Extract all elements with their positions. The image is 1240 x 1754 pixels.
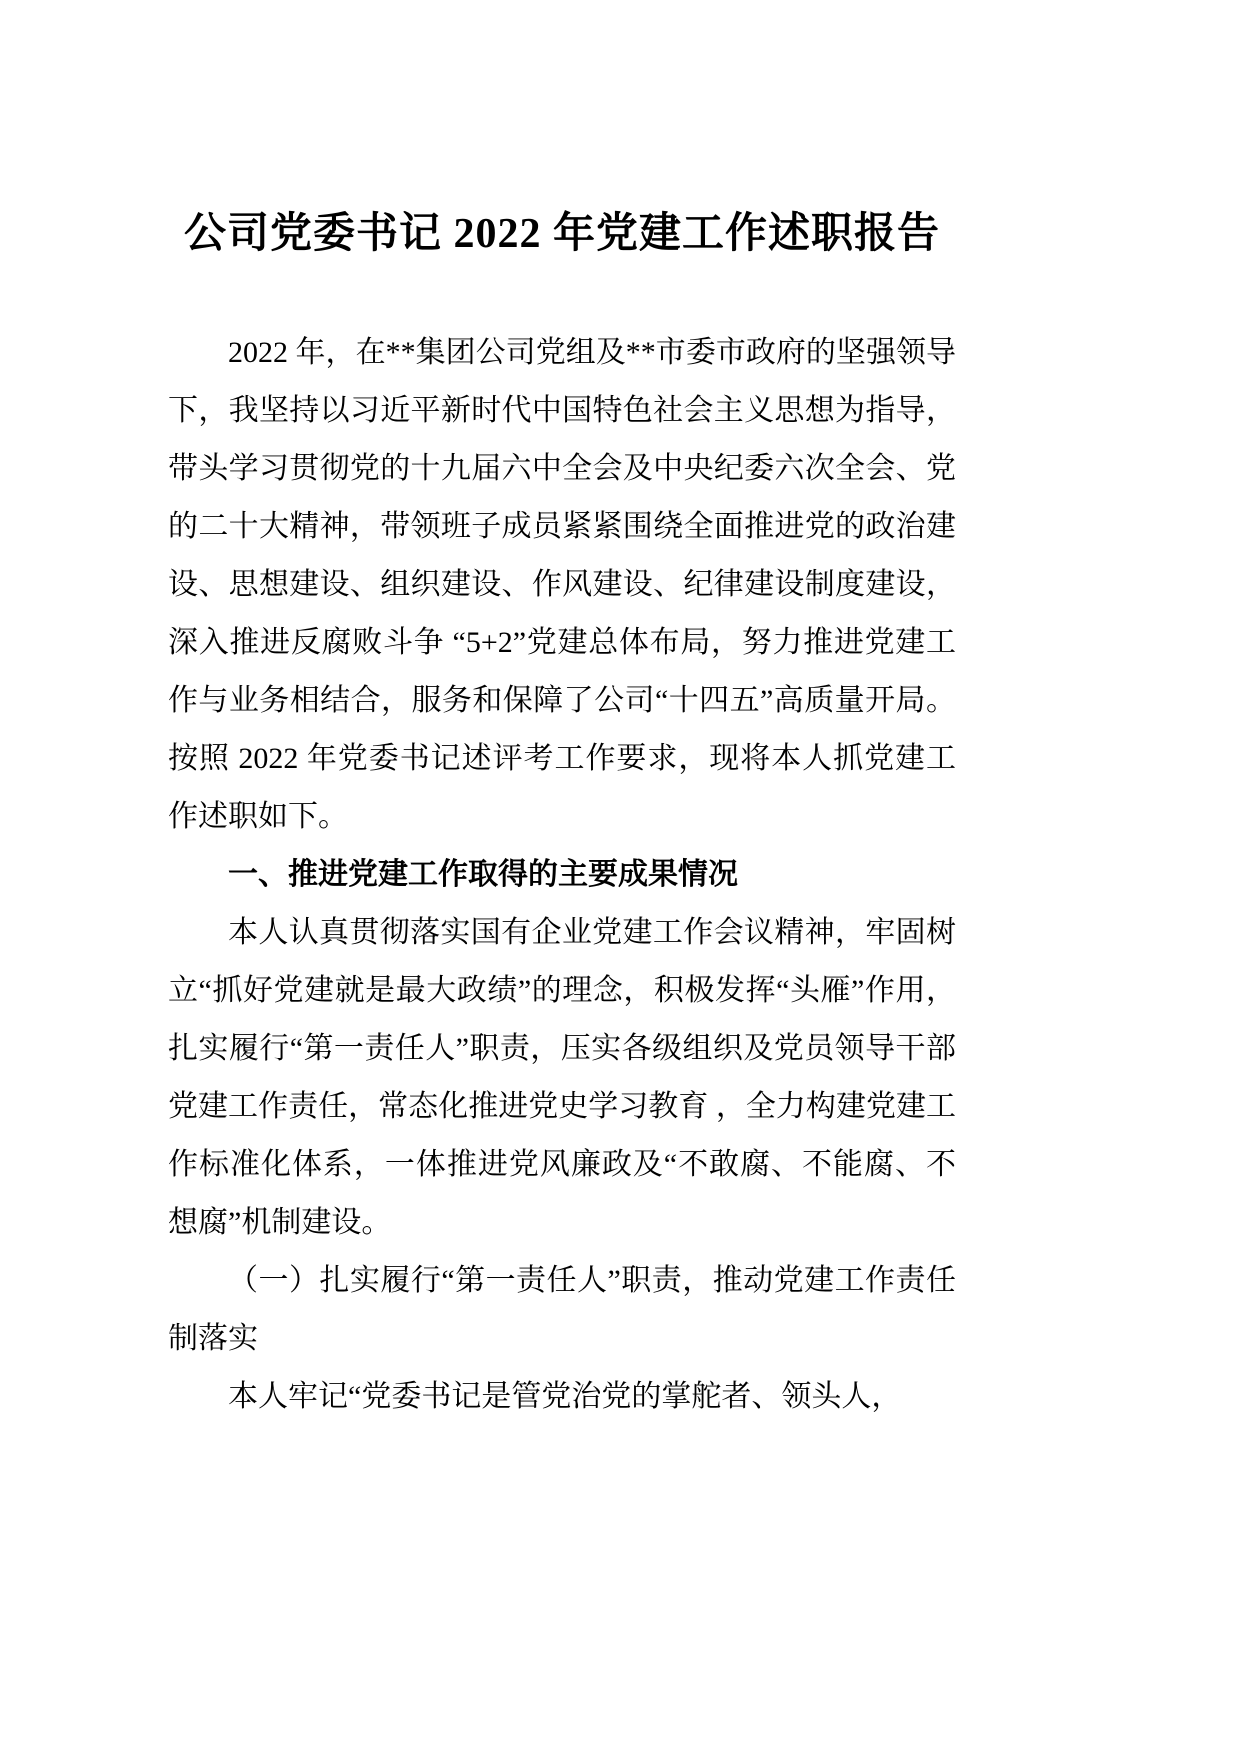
subsection-heading-1-1: （一）扎实履行“第一责任人”职责，推动党建工作责任制落实 [168, 1264, 956, 1355]
paragraph-subsection-1-1: 本人牢记“党委书记是管党治党的掌舵者、领头人， [228, 1380, 902, 1413]
paragraph-intro: 2022 年，在**集团公司党组及**市委市政府的坚强领导下，我坚持以习近平新时代中国特色社会主义思想为指导，带头学习贯彻党的十九届六中全会及中央纪委六次全会、党的二十大精神，带领班子成员紧紧围绕全面推进党的政治建设、思想建设、组织建设、作风建设、纪律建设制度建设，深入推进反腐败斗争 “5+2”党建总体布局，努力推进党建工作与业务相结合，服务和保障了公司“十四五”高质量开局。按照 2022 年党委书记述评考工作要求，现将本人抓党建工作述职如下。 [168, 336, 956, 833]
paragraph-section-1-intro: 本人认真贯彻落实国有企业党建工作会议精神，牢固树立“抓好党建就是最大政绩”的理念，积极发挥“头雁”作用，扎实履行“第一责任人”职责，压实各级组织及党员领导干部党建工作责任，常态化推进党史学习教育 ，全力构建党建工作标准化体系，一体推进党风廉政及“不敢腐、不能腐、不想腐”机制建设。 [168, 916, 956, 1239]
section-heading-1: 一、推进党建工作取得的主要成果情况 [228, 858, 738, 891]
doc-title: 公司党委书记 2022 年党建工作述职报告 [183, 211, 940, 257]
